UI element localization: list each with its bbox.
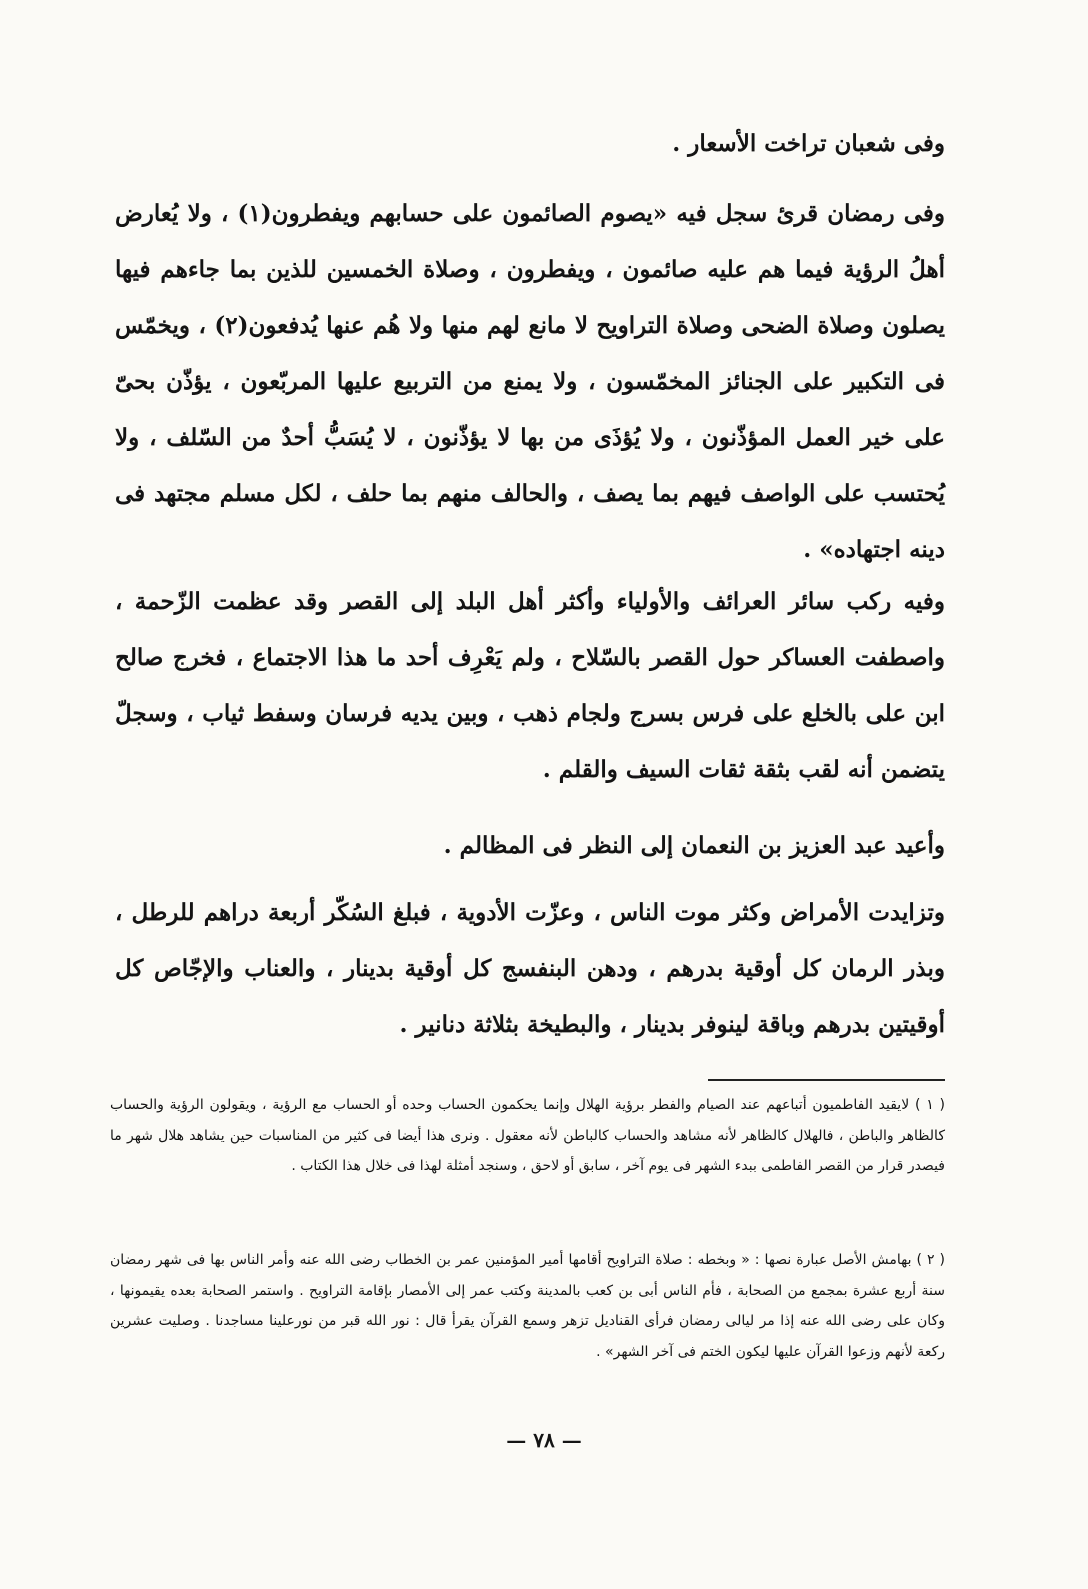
footnote-divider	[708, 1079, 945, 1081]
paragraph-mazalim: وأعيد عبد العزيز بن النعمان إلى النظر فى المظالم .	[443, 832, 945, 859]
footnote-2: ( ٢ ) بهامش الأصل عبارة نصها : « وبخطه : صلاة التراويح أقامها أمير المؤمنين عمر بن الخطاب رضى الله عنه وأمر الناس بها فى شهر رمضان سنة أربع عشرة بمجمع من الصحابة ، فأم الناس أبى بن كعب بالمدينة وكتب عمر إلى الأمصار بإقامة التراويح . واستمر الصحابة بعده يقيمونها ، وكان على رضى الله عنه إذا مر ليالى رمضان فرأى القناديل تزهر وسمع القرآن يقرأ قال : نور الله قبر من نورعلينا مساجدنا . وصليت عشرين ركعة لأنهم وزعوا القرآن عليها ليكون الختم فى آخر الشهر» .	[110, 1252, 945, 1360]
page-number: — ٧٨ —	[506, 1428, 582, 1452]
paragraph-prices: وتزايدت الأمراض وكثر موت الناس ، وعزّت الأدوية ، فبلغ السُكّر أربعة دراهم للرطل ، وبذر الرمان كل أوقية بدرهم ، ودهن البنفسج كل أوقية بدينار ، والعناب والإجّاص كل أوقيتين بدرهم وباقة لينوفر بدينار ، والبطيخة بثلاثة دنانير .	[115, 899, 945, 1038]
paragraph-investiture: وفيه ركب سائر العرائف والأولياء وأكثر أهل البلد إلى القصر وقد عظمت الزّحمة ، واصطفت العساكر حول القصر بالسّلاح ، ولم يَعْرِف أحد ما هذا الاجتماع ، فخرج صالح ابن على بالخلع على فرس بسرج ولجام ذهب ، وبين يديه فرسان وسفط ثياب ، وسجلّ يتضمن أنه لقب بثقة ثقات السيف والقلم .	[115, 588, 945, 783]
footnote-1: ( ١ ) لايقيد الفاطميون أتباعهم عند الصيام والفطر برؤية الهلال وإنما يحكمون الحساب وحده أو الحساب مع الرؤية ، ويقولون الرؤية والحساب كالظاهر والباطن ، فالهلال كالظاهر لأنه مشاهد والحساب كالباطن لأنه معقول . ونرى هذا أيضا فى كثير من المناسبات حين يشاهد هلال شهر ما فيصدر قرار من القصر الفاطمى ببدء الشهر فى يوم آخر ، سابق أو لاحق ، وسنجد أمثلة لهذا فى خلال هذا الكتاب .	[110, 1097, 945, 1174]
paragraph-shaaban: وفى شعبان تراخت الأسعار .	[672, 130, 945, 157]
paragraph-ramadan-decree: وفى رمضان قرئ سجل فيه «يصوم الصائمون على حسابهم ويفطرون(١) ، ولا يُعارض أهلُ الرؤية فيما هم عليه صائمون ، ويفطرون ، وصلاة الخمسين للذين بما جاءهم فيها يصلون وصلاة الضحى وصلاة التراويح لا مانع لهم منها ولا هُم عنها يُدفعون(٢) ، ويخمّس فى التكبير على الجنائز المخمّسون ، ولا يمنع من التربيع عليها المربّعون ، يؤذّن بحىّ على خير العمل المؤذّنون ، ولا يُؤذَى من بها لا يؤذّنون ، لا يُسَبُّ أحدٌ من السّلف ، ولا يُحتسب على الواصف فيهم بما يصف ، والحالف منهم بما حلف ، لكل مسلم مجتهد فى دينه اجتهاده» .	[115, 200, 945, 563]
